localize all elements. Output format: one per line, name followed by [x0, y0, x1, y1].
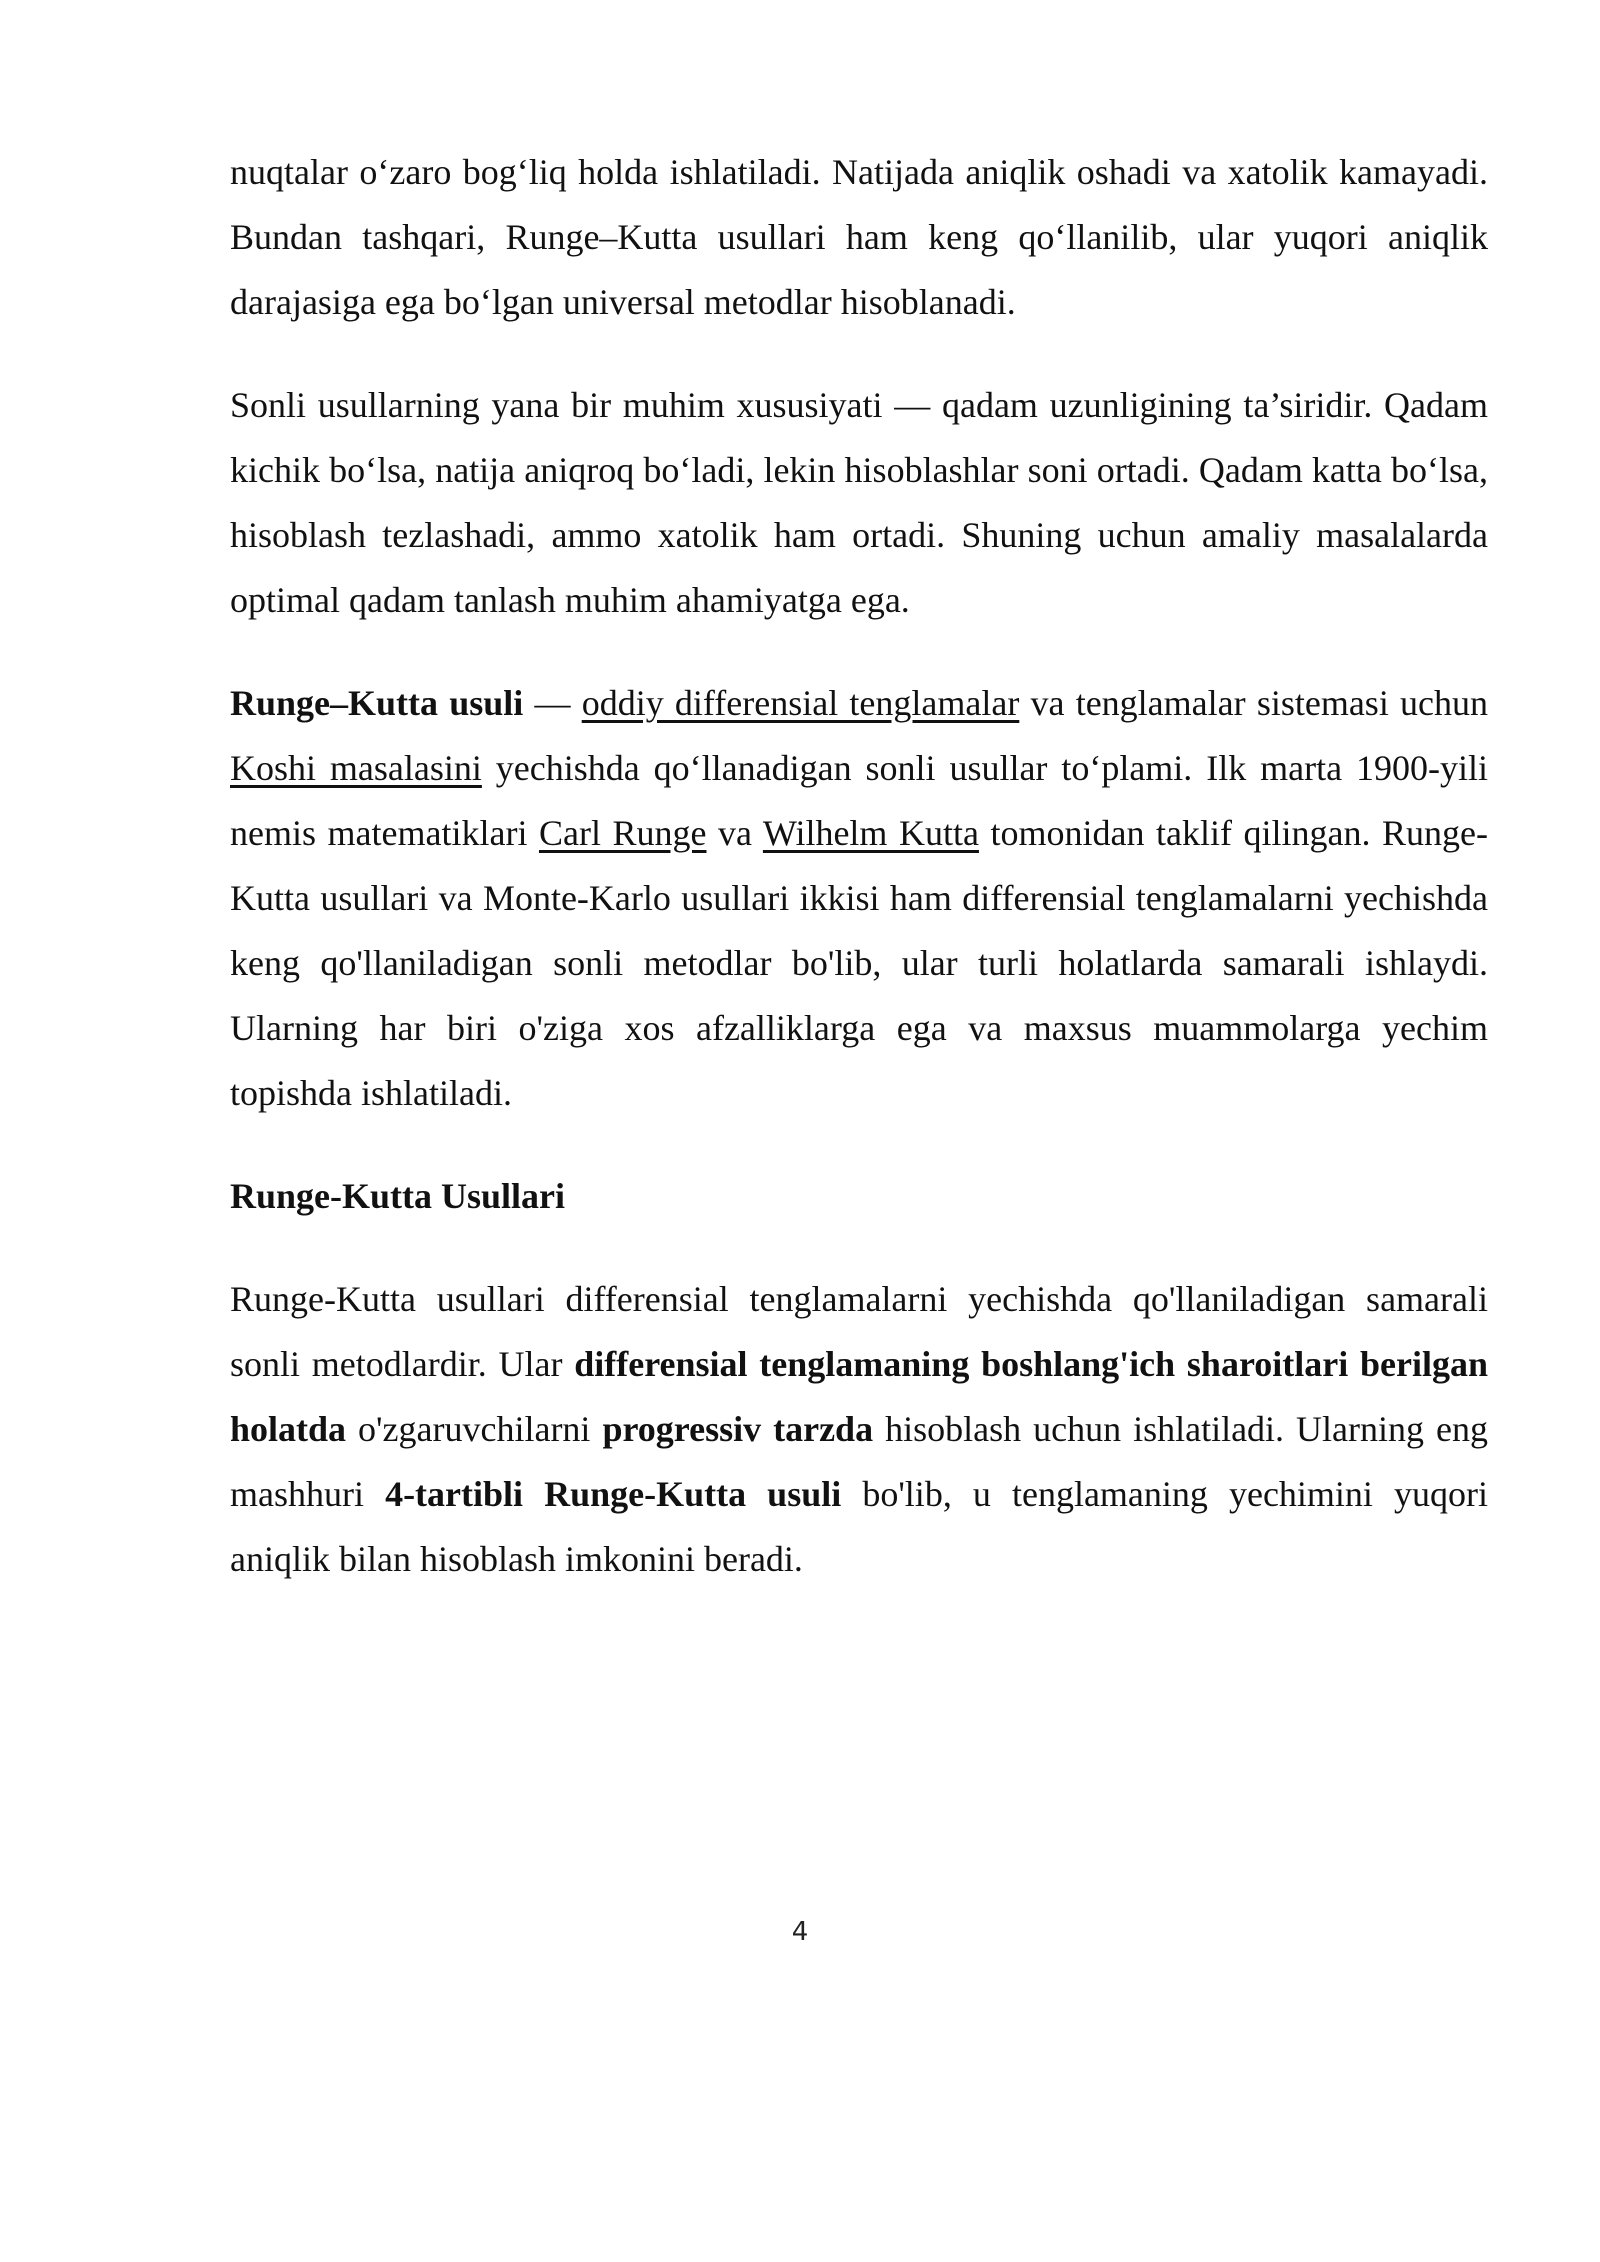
document-page — [230, 140, 1488, 1630]
text-segment: hisoblash uchun ishlatiladi. Ularning eng mashhuri — [230, 1409, 1488, 1514]
link-wilhelm-kutta[interactable]: Wilhelm Kutta — [762, 813, 979, 853]
paragraph-numerical-points: nuqtalar o‘zaro bog‘liq holda ishlatiladi. Natijada aniqlik oshadi va xatolik kamayadi. Bundan tashqari, Runge–Kutta usullari ham keng qo‘llanilib, ular yuqori aniqlik darajasiga ega bo‘lgan universal metodlar hisoblanadi. — [230, 152, 1488, 322]
text-segment: o'zgaruvchilarni — [346, 1409, 603, 1449]
text-segment: va — [706, 813, 763, 853]
text-segment: Runge-Kutta usullari differensial tenglamalarni yechishda qo'llaniladigan samarali sonli metodlardir. Ular — [230, 1279, 1488, 1384]
bold-fourth-order: 4-tartibli Runge-Kutta usuli — [385, 1474, 842, 1514]
bold-initial-conditions: differensial tenglamaning boshlang'ich sharoitlari berilgan holatda — [230, 1344, 1489, 1449]
link-carl-runge[interactable]: Carl Runge — [538, 813, 707, 853]
link-ordinary-differential-equations[interactable]: oddiy differensial tenglamalar — [581, 683, 1020, 723]
text-segment: tomonidan taklif qilingan. Runge-Kutta usullari va Monte-Karlo usullari ikkisi ham differensial tenglamalarni yechishda keng qo'llaniladigan sonli metodlar bo'lib, ular turli holatlarda samarali ishlaydi. Ularning har biri o'ziga xos afzalliklarga ega va maxsus muammolarga yechim topishda ishlatiladi. — [230, 813, 1489, 1113]
paragraph-runge-kutta-definition — [230, 671, 1488, 1126]
section-heading: Runge-Kutta Usullari — [230, 1176, 566, 1216]
text-dash: — — [523, 683, 582, 723]
text-segment: va tenglamalar sistemasi uchun — [1019, 683, 1489, 723]
paragraph-step-size: Sonli usullarning yana bir muhim xususiyati — qadam uzunligining ta’siridir. Qadam kichik bo‘lsa, natija aniqroq bo‘ladi, lekin hisoblashlar soni ortadi. Qadam katta bo‘lsa, hisoblash tezlashadi, ammo xatolik ham ortadi. Shuning uchun amaliy masalalarda optimal qadam tanlash muhim ahamiyatga ega. — [230, 385, 1488, 620]
paragraph-runge-kutta-methods — [230, 1267, 1488, 1592]
link-cauchy-problem[interactable]: Koshi masalasini — [230, 748, 482, 788]
term-runge-kutta: Runge–Kutta usuli — [230, 683, 524, 723]
text-segment: bo'lib, u tenglamaning yechimini yuqori aniqlik bilan hisoblash imkonini beradi. — [230, 1474, 1488, 1579]
text-segment: yechishda qo‘llanadigan sonli usullar to‘plami. Ilk marta 1900-yili nemis matematiklari — [230, 748, 1488, 853]
page-number: 4 — [791, 1917, 809, 1947]
bold-progressive: progressiv tarzda — [602, 1409, 874, 1449]
